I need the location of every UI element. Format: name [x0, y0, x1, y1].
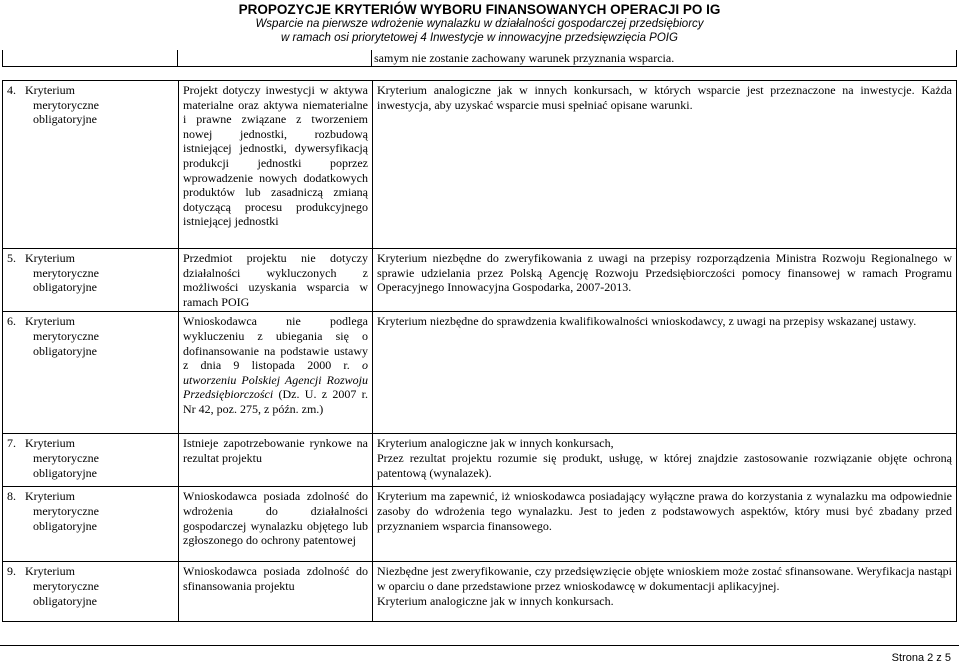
criterion-description: Projekt dotyczy inwestycji w aktywa materialne oraz aktywa niematerialne i prawne związane z tworzeniem nowej jednostki, rozbudową istniejącej jednostki, dywersyfikacją produkcji jednostki poprzez wprowadzenie nowych dodatkowych produktów lub zasadniczą zmianą dotyczącą procesu produkcyjnego istniejącej jednostki [179, 81, 373, 249]
criterion-cell: 9. Kryterium merytoryczne obligatoryjne [3, 562, 179, 622]
criterion-cell: 7. Kryterium merytoryczne obligatoryjne [3, 434, 179, 487]
criterion-description: Wnioskodawca posiada zdolność do sfinansowania projektu [179, 562, 373, 622]
continuation-text: samym nie zostanie zachowany warunek przyznania wsparcia. [374, 51, 675, 65]
criterion-note: Kryterium niezbędne do zweryfikowania z uwagi na przepisy rozporządzenia Ministra Rozwoju Regionalnego w sprawie udzielania przez Polską Agencję Rozwoju Przedsiębiorczości pomocy finansowej w ramach Programu Operacyjnego Innowacyjna Gospodarka, 2007-2013. [373, 249, 957, 312]
row-number: 9. [7, 564, 16, 579]
criterion-description: Przedmiot projektu nie dotyczy działalności wykluczonych z możliwości uzyskania wsparcia w ramach POIG [179, 249, 373, 312]
row-number: 8. [7, 489, 16, 504]
document-header [0, 0, 959, 45]
page-number: Strona 2 z 5 [891, 652, 951, 664]
document-subtitle-2: w ramach osi priorytetowej 4 Inwestycje w innowacyjne przedsięwzięcia POIG [281, 32, 678, 44]
criterion-description: Wnioskodawca nie podlega wykluczeniu z ubiegania się o dofinansowanie na podstawie ustawy z dnia 9 listopada 2000 r. o utworzeniu Polskiej Agencji Rozwoju Przedsiębiorczości (Dz. U. z 2007 r. Nr 42, poz. 275, z późn. zm.) [179, 312, 373, 434]
criterion-note: Kryterium analogiczne jak w innych konkursach, Przez rezultat projektu rozumie się produkt, usługę, w której znajdzie zastosowanie rozwiązanie objęte ochroną patentową (wynalazek). [373, 434, 957, 487]
criterion-cell: 6. Kryterium merytoryczne obligatoryjne [3, 312, 179, 434]
criterion-note: Kryterium ma zapewnić, iż wnioskodawca posiadający wyłączne prawa do korzystania z wynalazku ma odpowiednie zasoby do wdrożenia tego wynalazku. Jest to jeden z podstawowych aspektów, który musi być zbadany przed przyznaniem wsparcia finansowego. [373, 487, 957, 562]
row-number: 7. [7, 436, 16, 451]
criterion-description: Istnieje zapotrzebowanie rynkowe na rezultat projektu [179, 434, 373, 487]
criterion-note: Niezbędne jest zweryfikowanie, czy przedsięwzięcie objęte wnioskiem może zostać sfinansowane. Weryfikacja nastąpi w oparciu o dane przedstawione przez wnioskodawcę w dokumentacji aplikacyjnej. Kryterium analogiczne jak w innych konkursach. [373, 562, 957, 622]
criterion-cell: 4. Kryterium merytoryczne obligatoryjne [3, 81, 179, 249]
table-row [3, 312, 957, 434]
document-title: PROPOZYCJE KRYTERIÓW WYBORU FINANSOWANYCH OPERACJI PO IG [238, 2, 721, 17]
footer-divider [0, 645, 959, 646]
criterion-description: Wnioskodawca posiada zdolność do wdrożenia do działalności gospodarczej wynalazku objętego lub zgłoszonego do ochrony patentowej [179, 487, 373, 562]
criterion-note: Kryterium niezbędne do sprawdzenia kwalifikowalności wnioskodawcy, z uwagi na przepisy wskazanej ustawy. [373, 312, 957, 434]
table-row [3, 249, 957, 312]
row-number: 4. [7, 83, 16, 97]
row-number: 6. [7, 314, 16, 329]
row-number: 5. [7, 251, 16, 265]
continuation-cell-1 [2, 50, 178, 67]
previous-row-continuation [0, 50, 959, 67]
criterion-cell: 5. Kryterium merytoryczne obligatoryjne [3, 249, 179, 312]
continuation-cell-2 [177, 50, 372, 67]
document-subtitle: Wsparcie na pierwsze wdrożenie wynalazku w działalności gospodarczej przedsiębiorcy [255, 18, 704, 30]
table-row [3, 487, 957, 562]
table-row [3, 81, 957, 249]
table-row [3, 562, 957, 622]
table-row [3, 434, 957, 487]
criterion-note: Kryterium analogiczne jak w innych konkursach, w których wsparcie jest przeznaczone na inwestycje. Każda inwestycja, aby uzyskać wsparcie musi spełniać opisane warunki. [373, 81, 957, 249]
criterion-cell: 8. Kryterium merytoryczne obligatoryjne [3, 487, 179, 562]
criteria-table [2, 80, 957, 622]
